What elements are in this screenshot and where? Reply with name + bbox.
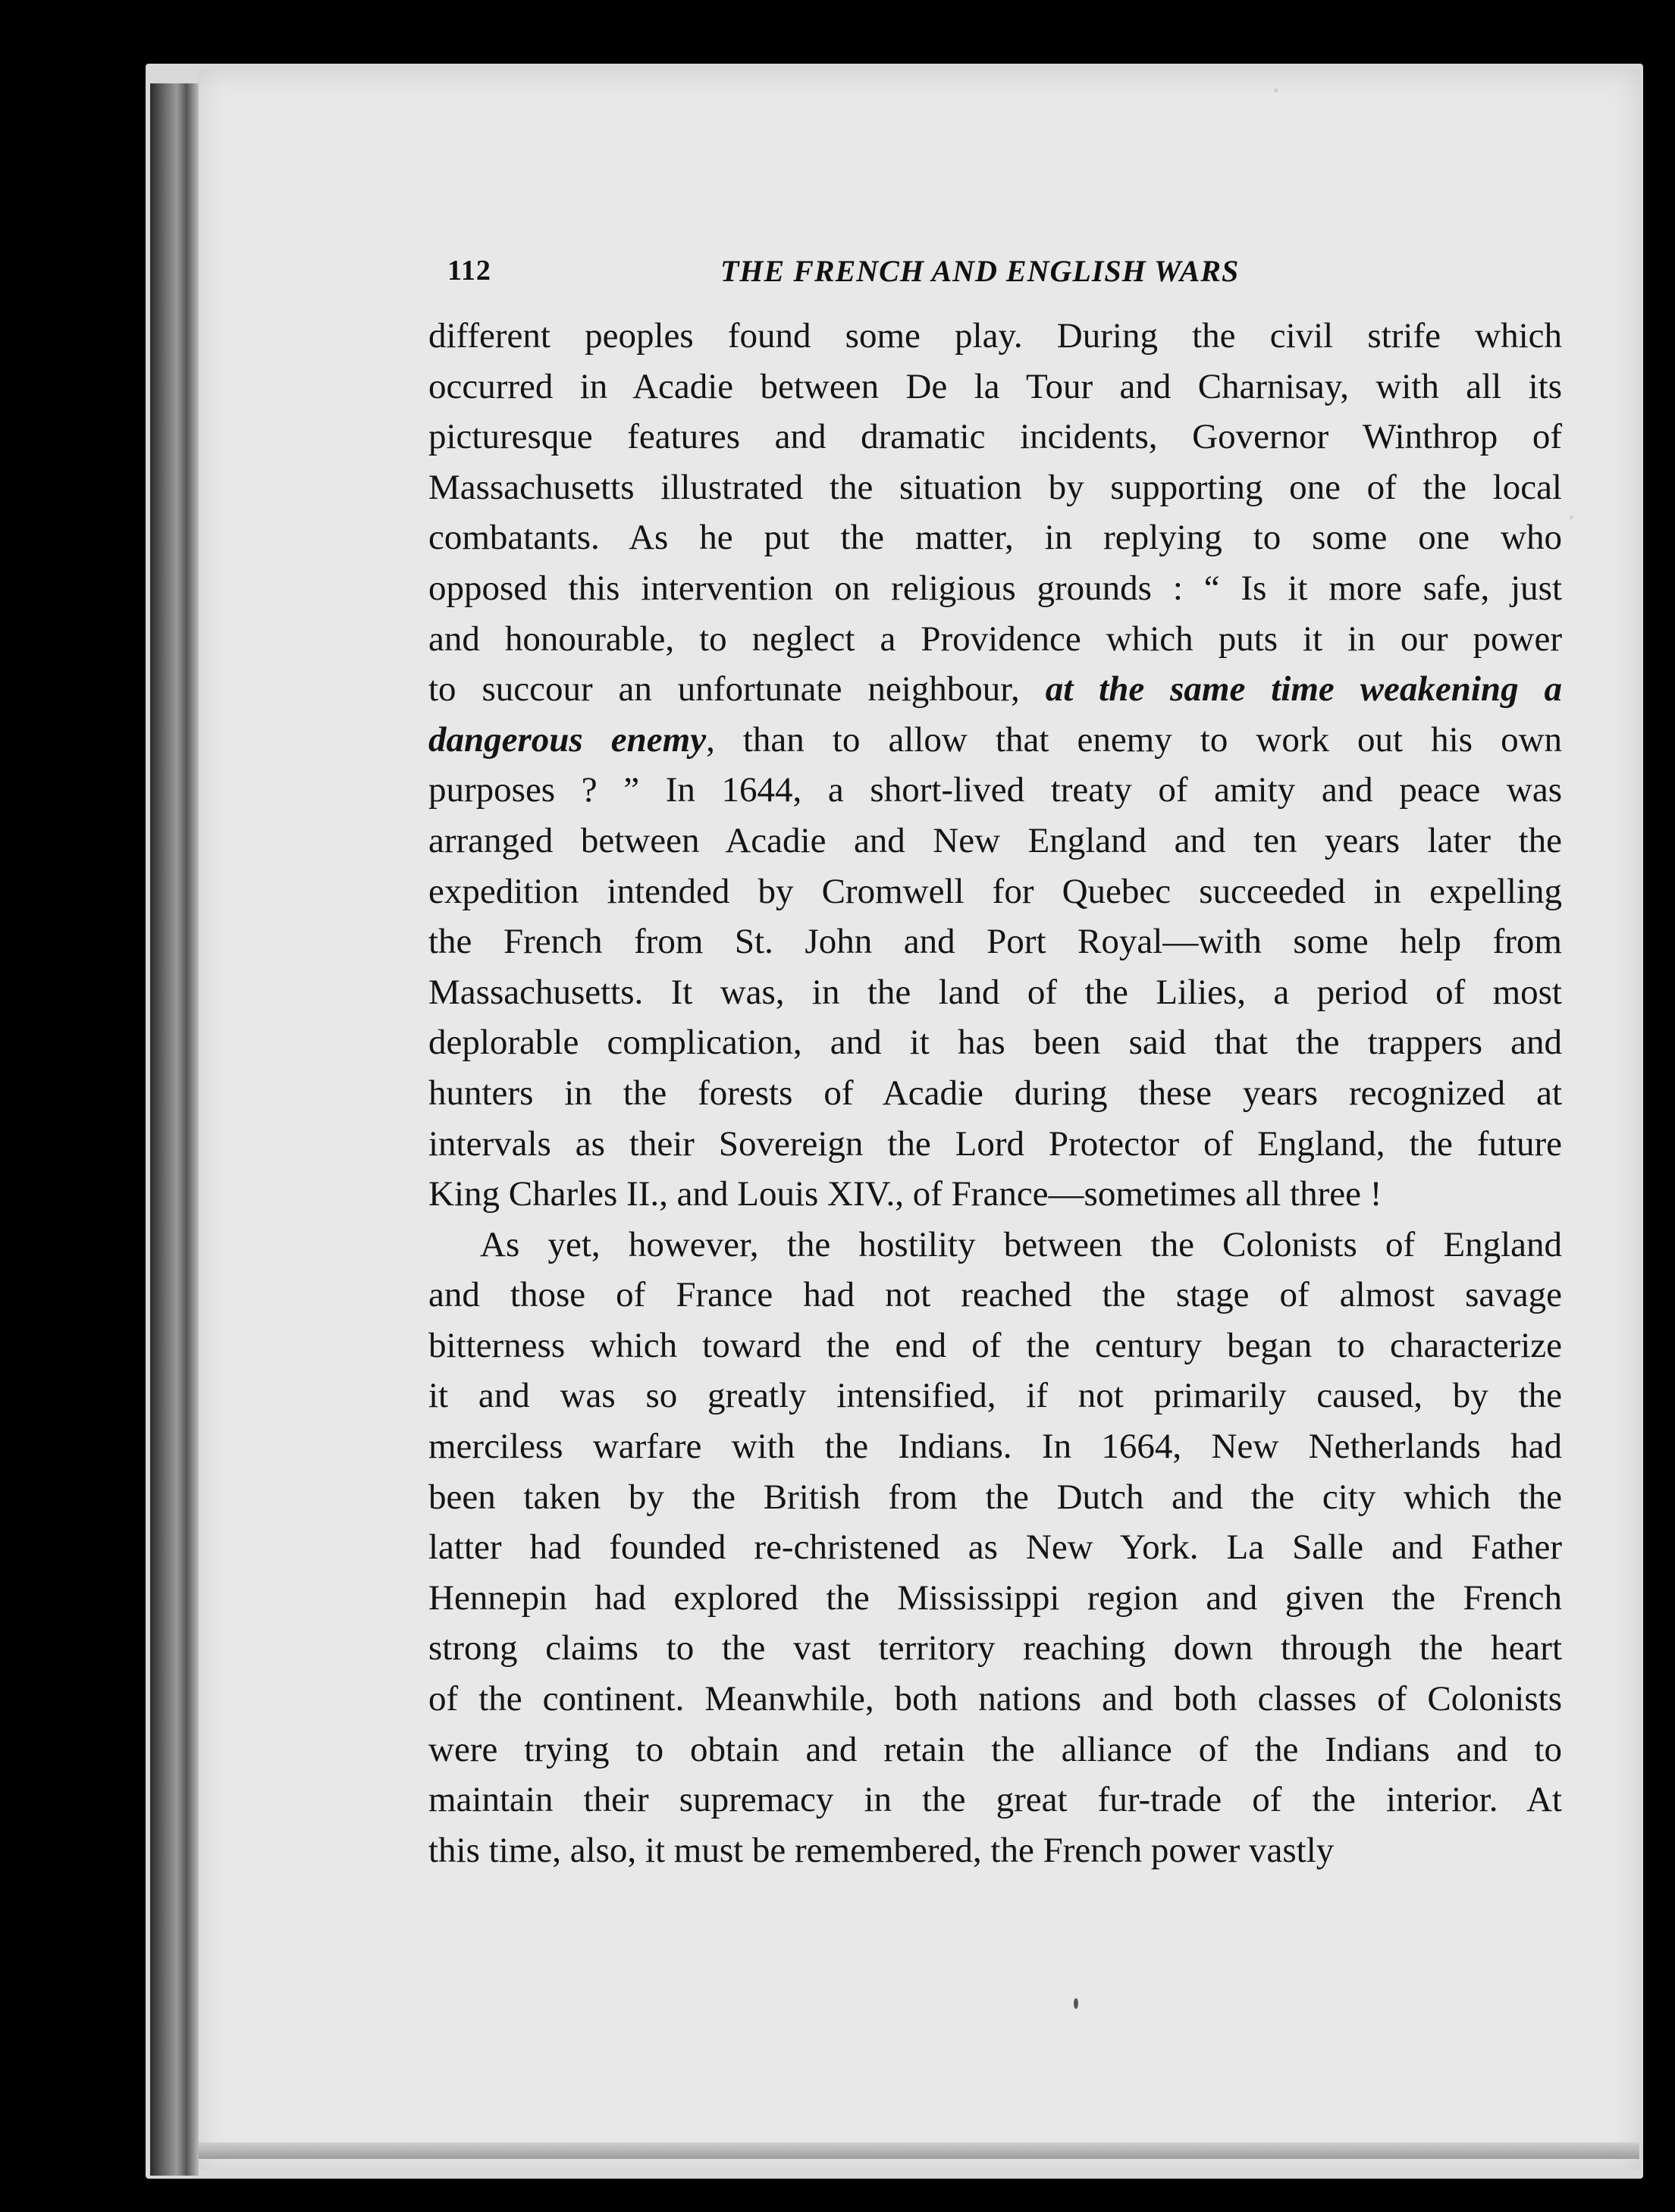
text-segment: strong claims to the vast territory reaching down through the heart (428, 1628, 1562, 1668)
text-segment: Massachusetts. It was, in the land of the Lilies, a period of most (428, 972, 1562, 1012)
text-line (428, 1421, 1562, 1472)
scan-speck (1274, 88, 1278, 92)
book-spine (150, 83, 199, 2176)
text-line (428, 1371, 1562, 1421)
text-segment: arranged between Acadie and New England and ten years later the (428, 820, 1562, 860)
text-line (428, 563, 1562, 614)
page-number: 112 (447, 255, 491, 287)
page-bottom-edge (199, 2142, 1639, 2159)
text-segment: it and was so greatly intensified, if not primarily caused, by the (428, 1376, 1562, 1416)
text-segment: Hennepin had explored the Mississippi region and given the French (428, 1578, 1562, 1618)
text-segment: maintain their supremacy in the great fur-trade of the interior. At (428, 1780, 1562, 1820)
text-segment: Massachusetts illustrated the situation by supporting one of the local (428, 467, 1562, 507)
text-segment: expedition intended by Cromwell for Quebec succeeded in expelling (428, 871, 1562, 911)
text-segment: been taken by the British from the Dutch and the city which the (428, 1477, 1562, 1517)
text-segment: and honourable, to neglect a Providence which puts it in our power (428, 619, 1562, 659)
text-line (428, 1623, 1562, 1674)
text-segment: to succour an unfortunate neighbour, (428, 669, 1046, 710)
text-segment: As yet, however, the hostility between the Colonists of England (480, 1224, 1562, 1264)
running-head: THE FRENCH AND ENGLISH WARS (720, 254, 1240, 288)
text-line (428, 1169, 1562, 1220)
text-line (428, 311, 1562, 362)
text-line (428, 362, 1562, 412)
text-line (428, 1119, 1562, 1170)
text-segment: , than to allow that enemy to work out his own (706, 719, 1563, 760)
text-line (428, 715, 1562, 766)
text-segment: hunters in the forests of Acadie during these years recognized at (428, 1073, 1562, 1113)
text-line (428, 462, 1562, 513)
paragraph (428, 1220, 1562, 1876)
text-line (428, 1017, 1562, 1068)
text-line (428, 816, 1562, 866)
text-segment: King Charles II., and Louis XIV., of France—sometimes all three ! (428, 1174, 1382, 1214)
text-segment: the French from St. John and Port Royal—with some help from (428, 922, 1562, 962)
text-segment: bitterness which toward the end of the century began to characterize (428, 1325, 1562, 1365)
text-line (428, 1068, 1562, 1119)
text-segment: dangerous enemy (428, 719, 707, 760)
text-segment: purposes ? ” In 1644, a short-lived treaty of amity and peace was (428, 770, 1562, 810)
text-segment: occurred in Acadie between De la Tour and Charnisay, with all its (428, 366, 1562, 406)
text-segment: were trying to obtain and retain the alliance of the Indians and to (428, 1729, 1562, 1769)
text-line (428, 1472, 1562, 1523)
text-line (428, 1220, 1562, 1270)
text-segment: and those of France had not reached the stage of almost savage (428, 1275, 1562, 1315)
text-line (428, 1725, 1562, 1775)
text-segment: this time, also, it must be remembered, the French power vastly (428, 1830, 1335, 1870)
text-line (428, 967, 1562, 1018)
text-segment: opposed this intervention on religious grounds : “ Is it more safe, just (428, 568, 1562, 608)
text-line (428, 1674, 1562, 1725)
text-line (428, 614, 1562, 665)
text-line (428, 1270, 1562, 1321)
text-line (428, 1573, 1562, 1624)
text-line (428, 1321, 1562, 1371)
text-segment: at the same time weakening a (1045, 669, 1562, 710)
text-segment: of the continent. Meanwhile, both nations and both classes of Colonists (428, 1679, 1562, 1719)
text-line (428, 512, 1562, 563)
text-line (428, 1825, 1562, 1876)
text-line (428, 1522, 1562, 1573)
text-line (428, 412, 1562, 462)
scan-speck (1074, 1998, 1078, 2009)
text-segment: deplorable complication, and it has been said that the trappers and (428, 1023, 1562, 1063)
text-line (428, 866, 1562, 917)
body-text (428, 311, 1562, 1875)
text-segment: intervals as their Sovereign the Lord Protector of England, the future (428, 1123, 1562, 1164)
text-line (428, 765, 1562, 816)
text-line (428, 916, 1562, 967)
text-segment: latter had founded re-christened as New York. La Salle and Father (428, 1527, 1562, 1568)
paragraph (428, 311, 1562, 1220)
text-line (428, 664, 1562, 715)
text-segment: different peoples found some play. During the civil strife which (428, 316, 1562, 356)
scan-speck (1570, 515, 1573, 519)
text-segment: merciless warfare with the Indians. In 1664, New Netherlands had (428, 1427, 1562, 1467)
text-line (428, 1775, 1562, 1825)
text-segment: picturesque features and dramatic incidents, Governor Winthrop of (428, 417, 1562, 457)
text-segment: combatants. As he put the matter, in replying to some one who (428, 518, 1562, 558)
